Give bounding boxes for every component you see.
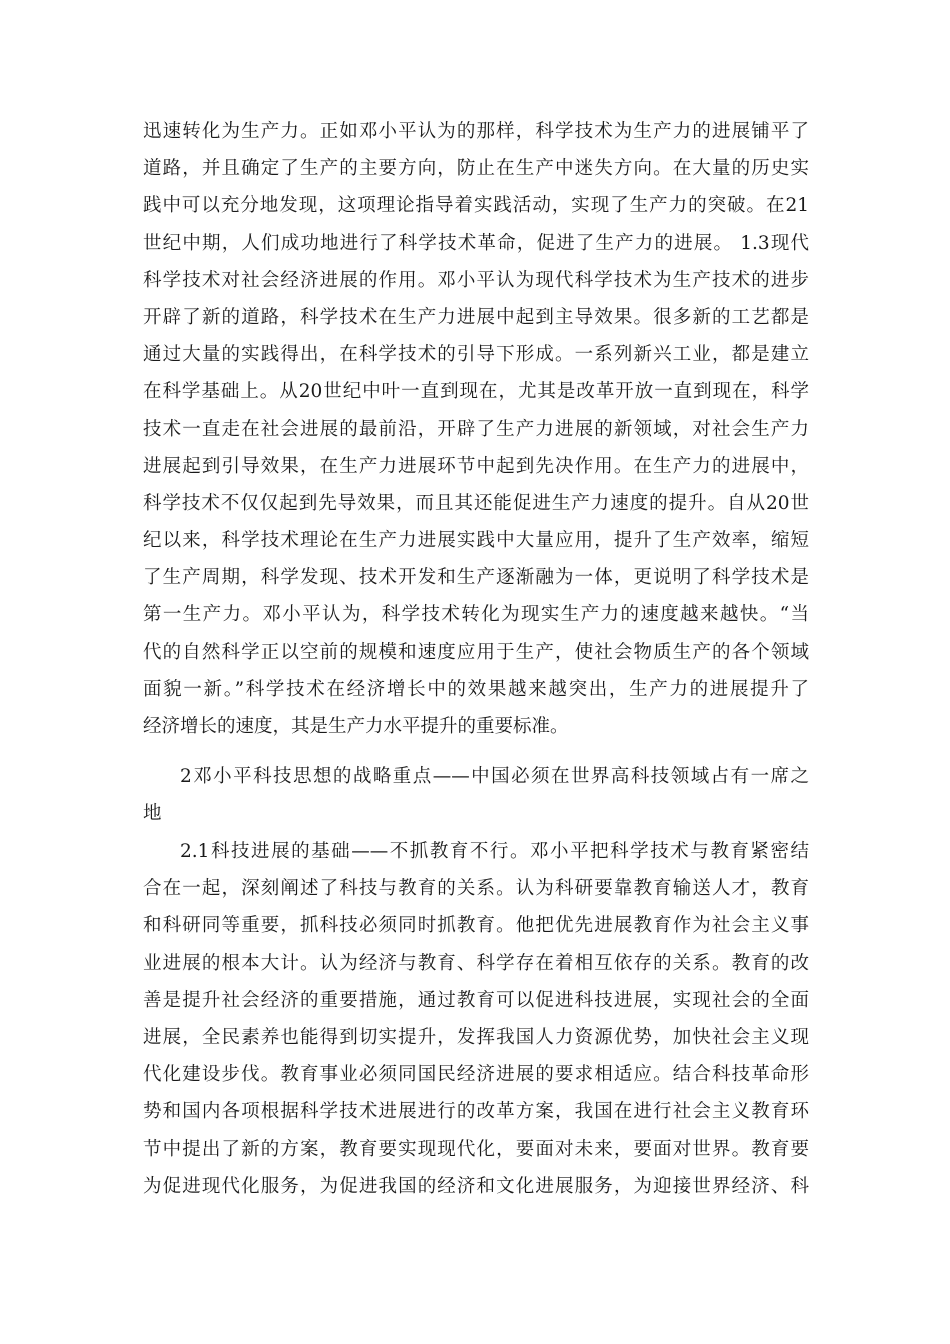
text-line: 代化建设步伐。教育事业必须同国民经济进展的要求相适应。结合科技革命形 bbox=[143, 1064, 809, 1086]
text-line: 纪以来，科学技术理论在生产力进展实践中大量应用，提升了生产效率，缩短 bbox=[143, 530, 809, 552]
section-heading-2 bbox=[143, 758, 809, 832]
heading-line: 地 bbox=[143, 803, 162, 825]
text-line: 合在一起，深刻阐述了科技与教育的关系。认为科研要靠教育输送人才，教育 bbox=[143, 878, 809, 900]
heading-line: 2邓小平科技思想的战略重点——中国必须在世界高科技领域占有一席之 bbox=[180, 766, 809, 787]
text-line: 了生产周期，科学发现、技术开发和生产逐渐融为一体，更说明了科学技术是 bbox=[143, 567, 809, 589]
text-line: 进展，全民素养也能得到切实提升，发挥我国人力资源优势，加快社会主义现 bbox=[143, 1026, 809, 1048]
text-line: 开辟了新的道路，科学技术在生产力进展中起到主导效果。很多新的工艺都是 bbox=[143, 306, 809, 328]
text-line: 代的自然科学正以空前的规模和速度应用于生产，使社会物质生产的各个领域 bbox=[143, 641, 809, 663]
body-paragraph-2 bbox=[143, 833, 809, 1205]
text-line: 技术一直走在社会进展的最前沿，开辟了生产力进展的新领域，对社会生产力 bbox=[143, 418, 809, 440]
text-line: 面貌一新。”科学技术在经济增长中的效果越来越突出，生产力的进展提升了 bbox=[143, 678, 809, 700]
body-paragraph-1 bbox=[143, 113, 809, 745]
text-line: 和科研同等重要，抓科技必须同时抓教育。他把优先进展教育作为社会主义事 bbox=[143, 915, 809, 937]
text-line: 道路，并且确定了生产的主要方向，防止在生产中迷失方向。在大量的历史实 bbox=[143, 158, 809, 180]
text-line: 世纪中期，人们成功地进行了科学技术革命，促进了生产力的进展。 1.3现代 bbox=[143, 232, 809, 254]
text-line: 为促进现代化服务，为促进我国的经济和文化进展服务，为迎接世界经济、科 bbox=[143, 1175, 809, 1197]
text-line: 善是提升社会经济的重要措施，通过教育可以促进科技进展，实现社会的全面 bbox=[143, 989, 809, 1011]
text-line: 第一生产力。邓小平认为，科学技术转化为现实生产力的速度越来越快。“当 bbox=[143, 604, 809, 626]
text-line: 通过大量的实践得出，在科学技术的引导下形成。一系列新兴工业，都是建立 bbox=[143, 344, 809, 366]
text-line: 在科学基础上。从20世纪中叶一直到现在，尤其是改革开放一直到现在，科学 bbox=[143, 381, 809, 403]
text-line: 2.1科技进展的基础——不抓教育不行。邓小平把科学技术与教育紧密结 bbox=[180, 841, 809, 862]
text-line: 科学技术不仅仅起到先导效果，而且其还能促进生产力速度的提升。自从20世 bbox=[143, 492, 809, 514]
text-line: 业进展的根本大计。认为经济与教育、科学存在着相互依存的关系。教育的改 bbox=[143, 952, 809, 974]
text-line: 经济增长的速度，其是生产力水平提升的重要标准。 bbox=[143, 716, 569, 737]
text-line: 进展起到引导效果，在生产力进展环节中起到先决作用。在生产力的进展中， bbox=[143, 455, 809, 477]
text-line: 势和国内各项根据科学技术进展进行的改革方案，我国在进行社会主义教育环 bbox=[143, 1101, 809, 1123]
text-line: 迅速转化为生产力。正如邓小平认为的那样，科学技术为生产力的进展铺平了 bbox=[143, 121, 809, 142]
text-line: 践中可以充分地发现，这项理论指导着实践活动，实现了生产力的突破。在21 bbox=[143, 195, 809, 217]
text-line: 科学技术对社会经济进展的作用。邓小平认为现代科学技术为生产技术的进步 bbox=[143, 269, 809, 291]
text-line: 节中提出了新的方案，教育要实现现代化，要面对未来，要面对世界。教育要 bbox=[143, 1138, 809, 1160]
